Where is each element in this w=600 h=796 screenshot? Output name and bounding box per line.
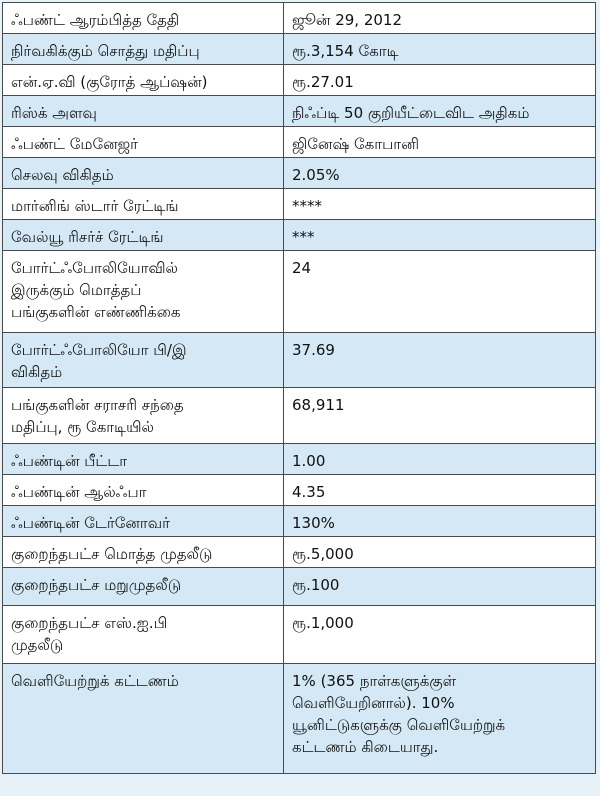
table-row [3,65,596,96]
row-value: ரூ.3,154 கோடி [284,34,596,65]
table-row [3,664,596,774]
row-label: வேல்யூ ரிசர்ச் ரேட்டிங் [3,220,284,251]
row-value: ஜூன் 29, 2012 [284,3,596,34]
table-row [3,537,596,568]
row-value: 4.35 [284,475,596,506]
table-row [3,388,596,444]
row-label: ஃபண்டின் டேர்னோவர் [3,506,284,537]
table-row [3,96,596,127]
table-row [3,606,596,664]
row-value: ரூ.1,000 [284,606,596,664]
table-row [3,158,596,189]
row-value: 130% [284,506,596,537]
table-row [3,251,596,333]
row-value: 37.69 [284,333,596,388]
table-row [3,127,596,158]
table-row [3,3,596,34]
row-label: ஃபண்டின் ஆல்ஃபா [3,475,284,506]
table-row [3,189,596,220]
row-label: என்.ஏ.வி (குரோத் ஆப்ஷன்) [3,65,284,96]
table-row [3,568,596,606]
table-row [3,506,596,537]
row-label: போர்ட்ஃபோலியோ பி/இ விகிதம் [3,333,284,388]
table-row [3,475,596,506]
row-label: ரிஸ்க் அளவு [3,96,284,127]
row-value: நிஃப்டி 50 குறியீட்டைவிட அதிகம் [284,96,596,127]
row-value: 24 [284,251,596,333]
table-row [3,220,596,251]
table-row [3,333,596,388]
row-label: ஃபண்டின் பீட்டா [3,444,284,475]
row-value: 1.00 [284,444,596,475]
row-value: 2.05% [284,158,596,189]
row-label: பங்குகளின் சராசரி சந்தை மதிப்பு, ரூ கோடியில் [3,388,284,444]
row-label: போர்ட்ஃபோலியோவில் இருக்கும் மொத்தப் பங்குகளின் எண்ணிக்கை [3,251,284,333]
row-value: **** [284,189,596,220]
table-row [3,444,596,475]
row-label: ஃபண்ட் மேனேஜர் [3,127,284,158]
row-value: ஜினேஷ் கோபானி [284,127,596,158]
row-value: 1% (365 நாள்களுக்குள் வெளியேறினால்). 10% யூனிட்டுகளுக்கு வெளியேற்றுக் கட்டணம் கிடையாது. [284,664,596,774]
row-value: ரூ.5,000 [284,537,596,568]
row-label: வெளியேற்றுக் கட்டணம் [3,664,284,774]
row-label: ஃபண்ட் ஆரம்பித்த தேதி [3,3,284,34]
fund-details-table [2,2,596,774]
row-label: குறைந்தபட்ச மொத்த முதலீடு [3,537,284,568]
row-label: செலவு விகிதம் [3,158,284,189]
row-label: குறைந்தபட்ச மறுமுதலீடு [3,568,284,606]
row-label: மார்னிங் ஸ்டார் ரேட்டிங் [3,189,284,220]
row-value: ரூ.27.01 [284,65,596,96]
row-label: குறைந்தபட்ச எஸ்.ஐ.பி முதலீடு [3,606,284,664]
row-value: ரூ.100 [284,568,596,606]
row-value: 68,911 [284,388,596,444]
table-row [3,34,596,65]
row-label: நிர்வகிக்கும் சொத்து மதிப்பு [3,34,284,65]
row-value: *** [284,220,596,251]
